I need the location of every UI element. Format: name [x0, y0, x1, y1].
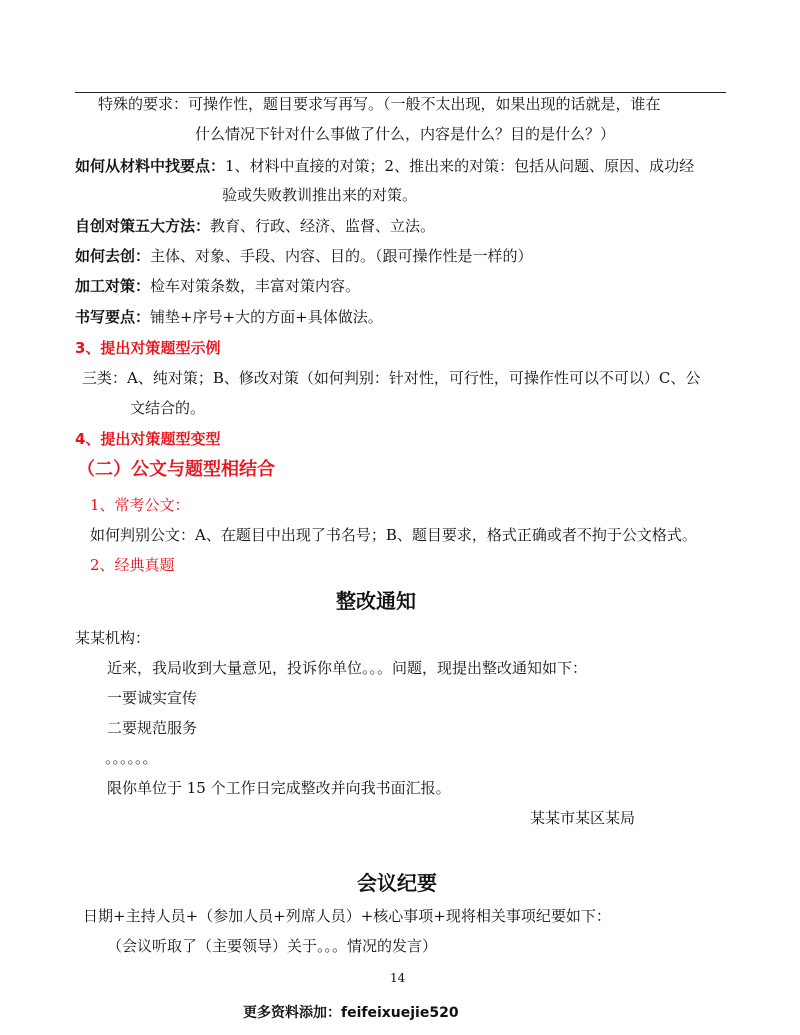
- find-points-line: [75, 156, 694, 176]
- page-number: 14: [390, 971, 406, 985]
- process-measures-line: [75, 276, 360, 296]
- minutes-line-2: （会议听取了（主要领导）关于。。。情况的发言）: [107, 937, 438, 955]
- notice-ellipsis: 。。。。。。: [105, 749, 158, 767]
- notice-title: 整改通知: [336, 589, 416, 613]
- section-4-heading: 4、提出对策题型变型: [75, 430, 221, 448]
- find-points-cont: 验或失败教训推出来的对策。: [222, 186, 418, 204]
- writing-points-text: 铺垫+序号+大的方面+具体做法。: [150, 308, 383, 326]
- find-points-label: 如何从材料中找要点：: [75, 157, 226, 175]
- notice-signature: 某某市某区某局: [530, 809, 636, 827]
- process-measures-label: 加工对策：: [75, 277, 151, 295]
- find-points-text: 1、材料中直接的对策；2、推出来的对策：包括从问题、原因、成功经: [225, 157, 695, 175]
- header-rule: [75, 92, 726, 93]
- section-3-heading: 3、提出对策题型示例: [75, 339, 221, 357]
- how-to-create-text: 主体、对象、手段、内容、目的。（跟可操作性是一样的）: [150, 247, 533, 265]
- three-types-cont: 文结合的。: [130, 399, 206, 417]
- minutes-line-1: 日期+主持人员+（参加人员+列席人员）+核心事项+现将相关事项纪要如下：: [83, 907, 611, 925]
- notice-item-1: 一要诚实宣传: [107, 689, 198, 707]
- notice-body: 近来，我局收到大量意见，投诉你单位。。。问题，现提出整改通知如下：: [107, 659, 588, 677]
- notice-deadline: 限你单位于 15 个工作日完成整改并向我书面汇报。: [107, 779, 451, 797]
- classic-questions-heading: 2、经典真题: [90, 556, 175, 574]
- identify-doc-line: 如何判别公文：A、在题目中出现了书名号；B、题目要求，格式正确或者不拘于公文格式。: [90, 526, 697, 544]
- five-methods-line: [75, 216, 435, 236]
- footer-contact: 更多资料添加：feifeixuejie520: [243, 1005, 459, 1021]
- minutes-title: 会议纪要: [357, 871, 437, 895]
- special-requirement-cont: 什么情况下针对什么事做了什么，内容是什么？目的是什么？）: [195, 125, 616, 143]
- notice-item-2: 二要规范服务: [107, 719, 198, 737]
- three-types-line: 三类：A、纯对策；B、修改对策（如何判别：针对性，可行性，可操作性可以不可以）C、公: [82, 369, 701, 387]
- subsection-heading: （二）公文与题型相结合: [77, 459, 275, 480]
- special-requirement-line: 特殊的要求：可操作性，题目要求写再写。（一般不太出现，如果出现的话就是，谁在: [98, 95, 661, 113]
- common-docs-heading: 1、常考公文：: [90, 496, 190, 514]
- five-methods-text: 教育、行政、经济、监督、立法。: [210, 217, 436, 235]
- how-to-create-label: 如何去创：: [75, 247, 151, 265]
- process-measures-text: 检车对策条数，丰富对策内容。: [150, 277, 361, 295]
- writing-points-line: [75, 307, 383, 327]
- writing-points-label: 书写要点：: [75, 308, 151, 326]
- notice-addressee: 某某机构：: [75, 629, 151, 647]
- how-to-create-line: [75, 246, 533, 266]
- five-methods-label: 自创对策五大方法：: [75, 217, 211, 235]
